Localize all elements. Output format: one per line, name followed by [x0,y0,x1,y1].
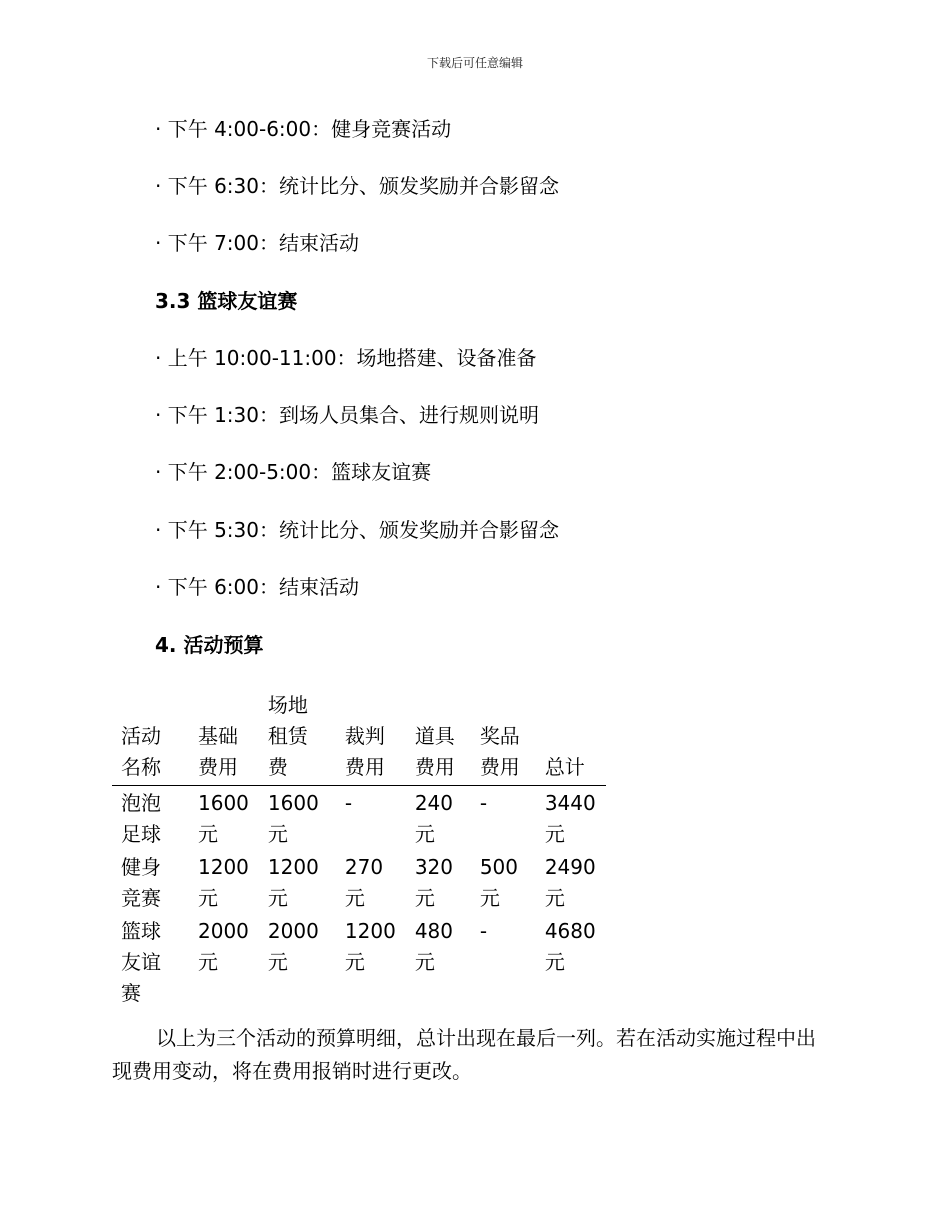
table-cell: 320元 [414,855,453,910]
table-cell: 篮球友谊赛 [121,919,161,1005]
column-header: 奖品费用 [471,690,536,786]
table-header-row [112,690,606,786]
table-cell: 3440元 [544,791,596,846]
table-cell: - [479,919,488,943]
schedule-item: · 下午 7:00：结束活动 [155,231,359,255]
table-row [112,850,606,914]
table-cell: - [344,791,353,815]
table-cell: 4680元 [544,919,596,974]
schedule-item: · 下午 4:00-6:00：健身竞赛活动 [155,117,452,141]
table-cell: 2000元 [198,919,249,974]
column-header: 道具费用 [406,690,471,786]
budget-note-paragraph: 以上为三个活动的预算明细，总计出现在最后一列。若在活动实施过程中出现费用变动，将在费用报销时进行更改。 [112,1026,816,1083]
table-row [112,914,606,1009]
table-row [112,786,606,851]
page-header-note: 下载后可任意编辑 [426,56,523,70]
schedule-item: · 下午 2:00-5:00：篮球友谊赛 [155,460,432,484]
schedule-item: · 上午 10:00-11:00：场地搭建、设备准备 [155,346,537,370]
column-header: 裁判费用 [336,690,406,786]
table-cell: - [479,791,488,815]
budget-table [112,690,606,1009]
table-cell: 480元 [414,919,453,974]
table-cell: 1600元 [198,791,249,846]
column-header: 总计 [536,690,606,786]
schedule-item: · 下午 1:30：到场人员集合、进行规则说明 [155,403,539,427]
schedule-item: · 下午 5:30：统计比分、颁发奖励并合影留念 [155,518,559,542]
column-header: 活动名称 [112,690,189,786]
table-cell: 1200元 [198,855,249,910]
column-header: 基础费用 [189,690,259,786]
table-cell: 健身竞赛 [121,855,161,910]
schedule-item: · 下午 6:00：结束活动 [155,575,359,599]
section-heading-budget: 4. 活动预算 [155,633,264,657]
table-cell: 泡泡足球 [121,791,161,846]
table-cell: 2490元 [544,855,596,910]
table-cell: 500元 [479,855,518,910]
schedule-item: · 下午 6:30：统计比分、颁发奖励并合影留念 [155,174,559,198]
column-header: 场地租赁费 [259,690,336,786]
table-cell: 1200元 [267,855,319,910]
table-cell: 270元 [344,855,384,910]
table-cell: 1600元 [267,791,319,846]
section-heading-basketball: 3.3 篮球友谊赛 [155,289,298,313]
table-cell: 2000元 [267,919,319,974]
table-cell: 1200元 [344,919,396,974]
table-cell: 240元 [414,791,453,846]
